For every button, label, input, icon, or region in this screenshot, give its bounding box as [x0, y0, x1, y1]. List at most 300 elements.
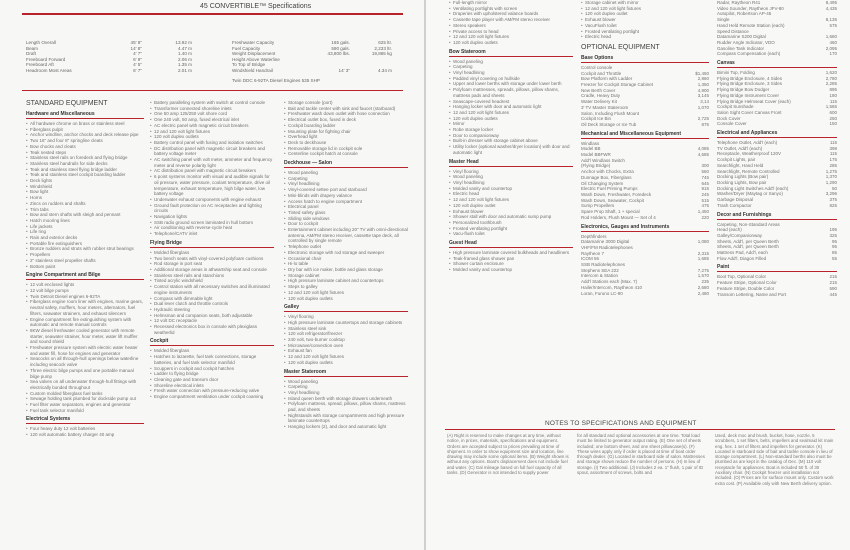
list-item: • High pressure laminate countertops and storage cabinets	[284, 320, 408, 326]
list-item: • Steps to galley	[284, 284, 408, 290]
guest-head-continued-list	[581, 0, 709, 40]
option-price: 475	[701, 203, 709, 209]
list-item: • Battery paralleling system with switch at control console	[150, 100, 274, 106]
option-item: Salon, Including Flush Mount	[581, 110, 640, 116]
spec-value: 590 gals.	[331, 45, 350, 51]
list-item: • Engine compartment ventilation under cockpit coaming	[150, 394, 274, 400]
list-item: • 12 volt enclosed lights	[26, 282, 144, 288]
list-item: • Cockpit boarding ladder	[284, 123, 408, 129]
option-price: 55	[831, 255, 837, 261]
option-price: 180	[829, 92, 837, 98]
list-item: • 8KW diesel freshwater cooled generator with remote starter, seawater strainer, hour meter, water lift muffler and sound shield	[26, 328, 144, 345]
option-price: 590	[829, 285, 837, 291]
option-price: 1,450	[697, 209, 709, 215]
spec-label: Windshield Handrail	[232, 67, 273, 73]
list-item: • Vinyl headlining	[284, 390, 408, 396]
list-item: • Microwave/convection oven	[284, 343, 408, 349]
list-item: • Access hatch to engine compartment	[284, 199, 408, 205]
spec-value: 2.06 m	[177, 56, 192, 62]
list-item: • Hatches to lazarette, fuel tank connections, storage batteries, and fuel tank selector manifold	[150, 354, 274, 365]
list-item: • Underwater exhaust components with engine exhaust	[150, 197, 274, 203]
list-item: • Fiberglass pulpit	[26, 127, 144, 133]
list-item: • Teak and stainless steel cockpit boarding ladder	[26, 172, 144, 178]
spec-row	[26, 68, 192, 74]
list-item: • Island queen berth with storage drawers underneath	[284, 396, 408, 402]
list-item: • Frosted ventilating portlight	[581, 29, 709, 35]
list-item: • Windshield	[26, 184, 144, 190]
list-item: • Molded vanity and countertop	[449, 267, 573, 273]
spec-table-capacities	[232, 40, 392, 74]
option-price: 875	[701, 121, 709, 127]
list-item: • Anchor windline, anchor chocks and deck release pipe	[26, 132, 144, 138]
option-price: 85	[831, 250, 837, 256]
list-item: • Carpeting	[284, 176, 408, 182]
option-item: Spare Prop Shaft, 1 + special	[581, 209, 640, 215]
list-item: • Four heavy duty 12 volt batteries	[26, 426, 144, 432]
option-item: Searchlight, Hand Held	[717, 162, 764, 168]
spec-value: 2,233 ltr.	[374, 45, 392, 51]
option-item: Sheets, Add'l, per Queen Berth	[717, 238, 779, 244]
list-item: • Ladder to flying bridge	[150, 371, 274, 377]
list-item: • 120 volt duplex outlets	[150, 134, 274, 140]
option-item: Hand Held Remote Station (each)	[717, 22, 785, 28]
list-item: • 120 volt duplex outlets	[449, 116, 573, 122]
option-item: Flying Bridge Enclosure, 3 Sides	[717, 81, 783, 87]
option-item: Mattress Pad, Add'l, each	[717, 250, 768, 256]
option-price: 2,860	[697, 76, 709, 82]
list-item: • 12 and 120 volt light fixtures	[581, 6, 709, 12]
option-item: Cockpit Lights, pair	[717, 157, 756, 163]
option-item: Cockpit Ice Bin	[581, 116, 612, 122]
option-item: TV Outlet, Add'l (each)	[717, 145, 763, 151]
list-item: • Deck to deckhouse	[284, 140, 408, 146]
option-price: 175	[829, 157, 837, 163]
list-item: • Upper and lower berths with storage under lower berth	[449, 81, 573, 87]
spec-value: 6' 7"	[133, 67, 142, 73]
electronics-heading: Electronics, Gauges and Instruments	[581, 224, 709, 232]
spec-value: 14' 3"	[338, 67, 350, 73]
option-item: Oil Changing System	[581, 180, 624, 186]
option-item: VHF/FM Radiotelephones	[581, 244, 633, 250]
option-price: 1,080	[697, 239, 709, 245]
option-item: Transom Lettering, Name and Port	[717, 291, 787, 297]
spec-value: 2.01 m	[177, 67, 192, 73]
option-item: Electric Fuel Priming Pumps	[581, 186, 638, 192]
option-price: 445	[829, 291, 837, 297]
list-item: • Three electric bilge pumps and one portable manual bilge pump	[26, 368, 144, 379]
list-item: • Robe storage locker	[449, 127, 573, 133]
option-price: 4,685	[697, 152, 709, 158]
spec-value: 1.35 m	[177, 62, 192, 68]
list-item: • Additional storage areas in athwartship seat and console	[150, 267, 274, 273]
left-column-2	[150, 100, 274, 400]
option-item: Head (each)	[717, 227, 742, 233]
option-price: 8,495	[825, 0, 837, 5]
option-item: Hailer/Intercom, Raytheon 410	[581, 284, 643, 290]
list-item: • Bronze rudders and struts with rubber strut bearings	[26, 246, 144, 252]
list-item: • Seascape-covered headrest	[449, 99, 573, 105]
list-item: • 12 and 120 volt light fixtures	[449, 34, 573, 40]
list-item: • Mini-blinds with drapery valance	[284, 193, 408, 199]
left-column-3	[284, 100, 408, 430]
canvas-table	[717, 70, 837, 127]
option-item: Oil Deck Storage or Ice Tub	[581, 121, 637, 127]
option-price: 215	[829, 280, 837, 286]
option-item: Carpeting, Non-Standard Areas	[717, 221, 780, 227]
list-item: • SSB radio ground screen laminated in hull bottom	[150, 220, 274, 226]
option-item: Autopilot, Robertson AP-45	[717, 11, 772, 17]
option-item: Model BBFWR	[581, 152, 611, 158]
list-item: • Life jackets	[26, 224, 144, 230]
option-item: Bow Platform with Ladder	[581, 76, 633, 82]
option-price: 2,095	[825, 45, 837, 51]
spec-value: 6' 9"	[133, 56, 142, 62]
spec-title: 45 CONVERTIBLE™ Specifications	[200, 3, 312, 10]
list-item: • Twin Detroit Diesel engines 6-92TA	[26, 294, 144, 300]
list-item: • Molded fiberglass	[150, 348, 274, 354]
list-item: • Mirror	[449, 121, 573, 127]
list-item: • Control station with all necessary switches and illuminated engine instruments	[150, 284, 274, 295]
spec-value: 625 ltr.	[378, 40, 392, 45]
option-price: 4,435	[825, 5, 837, 11]
mechanical-heading: Mechanical and Miscellaneous Equipment	[581, 131, 709, 139]
option-price: 3,145	[697, 93, 709, 99]
option-item: Galley/Companionway	[717, 232, 763, 238]
list-item: • Entertainment cabinet including 20" TV with omni-directional antenna, AM/FM stereo receiver, cassette tape deck, all controlled by single remote	[284, 227, 408, 244]
list-item: • Seacocks on all through-hull openings below waterline including seacock valve	[26, 356, 144, 367]
list-item: • Personalized toothbrush	[449, 220, 573, 226]
option-item: Model BB	[581, 146, 601, 152]
option-price: 250	[829, 115, 837, 121]
option-price: 195	[829, 227, 837, 233]
list-item: • AC distribution panel with magnetic circuit breakers	[150, 168, 274, 174]
electrical-heading: Electrical Systems	[26, 416, 144, 424]
electrical-appliances-heading: Electrical and Appliances	[717, 130, 837, 138]
option-price: 285	[829, 162, 837, 168]
right-column-1	[449, 0, 573, 273]
list-item: • Electric head	[449, 191, 573, 197]
list-item: • Telephone/CATV inlet	[150, 231, 274, 237]
list-item: • Frosted ventilating portlight	[449, 226, 573, 232]
electrical-list	[26, 426, 144, 437]
table-row	[717, 256, 837, 262]
list-item: • Rain and exterior decks	[26, 235, 144, 241]
option-price: 8,135	[825, 17, 837, 23]
list-item: • Stainless steel sink	[284, 326, 408, 332]
option-price: 1,290	[825, 179, 837, 185]
list-item: • AC switching panel with volt meter, ammeter and frequency meter and reverse polarity light	[150, 157, 274, 168]
list-item: • Door to cockpit	[284, 221, 408, 227]
master-stateroom-continued-list	[449, 0, 573, 46]
list-item: • Two bench seats with vinyl-covered polyfoam cushions	[150, 256, 274, 262]
list-item: • Stereo speakers	[449, 23, 573, 29]
galley-heading: Galley	[284, 304, 408, 312]
option-item: Control console	[581, 64, 613, 70]
option-item: Add'l Stations each (Max. 7)	[581, 279, 638, 285]
list-item: • Polyfoam mattresses, spreads, pillows, pillow shams, mattress pads and sheets	[449, 87, 573, 98]
list-item: • 12 and 120 volt light fixtures	[284, 354, 408, 360]
list-item: • Molded vanity and countertop	[449, 186, 573, 192]
spec-row	[232, 68, 392, 74]
option-price: 115	[829, 151, 837, 157]
list-item: • Fuel tank selector manifold	[26, 408, 144, 414]
option-price: 915	[701, 186, 709, 192]
notes-heading: NOTES TO SPECIFICATIONS AND EQUIPMENT	[545, 420, 697, 427]
paint-heading: Paint	[717, 264, 837, 272]
list-item: • Hydraulic steering	[150, 307, 274, 313]
list-item: • Portable fire extinguishers	[26, 241, 144, 247]
list-item: • 120 volt duplex outlets	[449, 40, 573, 46]
list-item: • Vinyl headlining	[284, 181, 408, 187]
list-item: • Electric head	[581, 34, 709, 40]
option-price: 7,275	[697, 267, 709, 273]
list-item: • One 240 volt, 50 amp, fused electrical inlet	[150, 117, 274, 123]
list-item: • Recessed electronics box in console with plexiglass weatherlid	[150, 324, 274, 335]
spec-value: 19,865 kg	[371, 51, 392, 57]
list-item: • Dual lever clutch and throttle controls	[150, 301, 274, 307]
spec-value: 45' 8"	[130, 40, 142, 45]
table-row	[581, 291, 709, 297]
option-price: 2,315	[697, 250, 709, 256]
option-price: 1,660	[825, 34, 837, 40]
list-item: • Electrical outlet box, fused in deck	[284, 117, 408, 123]
option-item: Cradle, Heavy Duty	[581, 93, 621, 99]
decor-table	[717, 222, 837, 262]
spine-gutter	[424, 0, 426, 550]
option-price: 375	[829, 197, 837, 203]
deckhouse-list	[284, 170, 408, 301]
option-item: Washer/Dryer (Maytag or Sanyo)	[717, 191, 783, 197]
list-item: • 120 volt duplex outlet	[449, 203, 573, 209]
table-row	[581, 122, 709, 128]
paint-table	[717, 274, 837, 297]
option-item: Boot Top, Optional Color	[717, 274, 766, 280]
flying-bridge-list	[150, 250, 274, 336]
list-item: • Wood paneling	[284, 379, 408, 385]
mechanical-table	[581, 141, 709, 221]
list-item: • Rod storage in port seat	[150, 261, 274, 267]
option-item: Flying Bridge Instrument Cover	[717, 92, 780, 98]
standard-equipment-heading: STANDARD EQUIPMENT	[26, 100, 108, 107]
list-item: • Fresh water connection with pressure-reducing valve	[150, 388, 274, 394]
right-column-3	[717, 0, 837, 297]
list-item: • 120 volt automatic battery charger 40 amp	[26, 432, 144, 438]
list-item: • Overhead light	[284, 134, 408, 140]
option-price: 1,370	[825, 174, 837, 180]
option-price: 3,296	[825, 191, 837, 197]
list-item: • Exhaust fan	[284, 348, 408, 354]
option-price: 560	[701, 169, 709, 175]
bow-stateroom-heading: Bow Stateroom	[449, 49, 573, 57]
table-row	[717, 203, 837, 209]
list-item: • AC electric panel with magnetic circuit breakers	[150, 123, 274, 129]
option-item: Sump Propellers	[581, 203, 615, 209]
engine-list	[26, 282, 144, 413]
spec-value: 4.34 m	[377, 67, 392, 73]
list-item: • Navigation lights	[150, 214, 274, 220]
option-item: Feature Stripe, Double Color	[717, 285, 775, 291]
option-price: 1,275	[825, 168, 837, 174]
list-item: • Hanging locker with door and automatic light	[449, 104, 573, 110]
list-item: • Air conditioning with reverse-cycle heat	[150, 225, 274, 231]
option-price: 1,350	[697, 82, 709, 88]
list-item: • Draperies with upholstered valance boards	[449, 11, 573, 17]
list-item: • Storage console (port)	[284, 100, 408, 106]
list-item: • Cassette tape player with AM/FM stereo receiver	[449, 17, 573, 23]
list-item: • 12 and 120 volt light fixtures	[284, 290, 408, 296]
option-price: 2,285	[825, 81, 837, 87]
option-price: 1,070	[697, 104, 709, 110]
option-price: 170	[829, 51, 837, 57]
list-item: • Hatch mooring lines	[26, 218, 144, 224]
list-item: • Occasional chair	[284, 256, 408, 262]
spec-value: 43,800 lbs.	[327, 51, 350, 57]
option-price: 150	[829, 121, 837, 127]
option-item: Speed Distance	[717, 28, 749, 34]
list-item: • Custom molded fiberglass fuel tanks	[26, 391, 144, 397]
electronics-continued-table	[717, 0, 837, 57]
list-item: • Vinyl flooring	[449, 169, 573, 175]
option-item: Receptacle, Weatherproof 120V	[717, 151, 781, 157]
decor-heading: Decor and Furnishings	[717, 212, 837, 220]
option-item: Water Delivery Kit	[581, 99, 617, 105]
list-item: • Dry bar with ice maker, bottle and glass storage	[284, 267, 408, 273]
spec-value: 4.47 m	[177, 45, 192, 51]
list-item: • Storage cabinet	[284, 273, 408, 279]
option-item: Sheets, Add'l, per Queen Berth	[717, 244, 779, 250]
list-item: • Bow chocks and cleats	[26, 144, 144, 150]
list-item: • Two 16" and four 8" springline cleats	[26, 138, 144, 144]
option-price: 325	[829, 232, 837, 238]
list-item: • Freshwater wash down outlet with hose connection	[284, 111, 408, 117]
list-item: • Fuel filter water separators, engines and generator	[26, 402, 144, 408]
cockpit-list	[150, 348, 274, 399]
list-item: • All hardware chrome on brass or stainless steel	[26, 121, 144, 127]
engine-heading: Engine Compartment and Bilge	[26, 272, 144, 280]
list-item: • Teak nested steps	[26, 150, 144, 156]
right-column-2	[581, 0, 709, 296]
cockpit-heading: Cockpit	[150, 338, 274, 346]
guest-head-heading: Guest Head	[449, 240, 573, 248]
option-item: ICOM 56	[581, 256, 600, 262]
list-item: • 120 volt duplex outlet	[581, 11, 709, 17]
option-price: 3,14	[700, 99, 709, 105]
option-item: Flow Add'l, Diagon Filled	[717, 255, 767, 261]
list-item: • Removable storage lid in cockpit sole	[284, 146, 408, 152]
option-item: Bimini Top, Folding	[717, 70, 755, 76]
list-item: • 120 volt refrigerator/freezer	[284, 331, 408, 337]
base-options-table	[581, 65, 709, 128]
master-head-list	[449, 169, 573, 237]
spec-top-rule	[22, 13, 403, 15]
list-item: • 2" stainless steel propeller shafts	[26, 258, 144, 264]
option-price: 825	[829, 202, 837, 208]
list-item: • Molded fiberglass	[150, 250, 274, 256]
list-item: • Shoreline electrical inlets	[150, 383, 274, 389]
option-price: 115	[829, 98, 837, 104]
hardware-heading: Hardware and Miscellaneous	[26, 111, 144, 119]
option-price: 1,685	[697, 256, 709, 262]
table-row	[717, 51, 837, 57]
option-item: Console Cover	[717, 121, 747, 127]
list-item: • 12 and 120 volt light fixtures	[150, 129, 274, 135]
list-item: • Door to companionway	[449, 133, 573, 139]
electronics-table	[581, 234, 709, 297]
option-price: 575	[829, 22, 837, 28]
list-item: • Horns	[26, 195, 144, 201]
list-item: • Teak and stainless steel flying bridge ladder	[26, 167, 144, 173]
spec-value: 13.92 m	[175, 40, 192, 45]
list-item: • 120 volt duplex outlets	[284, 296, 408, 302]
spec-value: 4' 5"	[133, 62, 142, 68]
option-price: 645	[701, 180, 709, 186]
spec-label: Fuel Capacity	[232, 45, 261, 51]
list-item: • Fiberglass engine room liner with engines, marine gears, neutral safety, mufflers, hour meters, alternators, fuel filters, seawater strainers, and exhaust silencers	[26, 299, 144, 316]
option-price: 460	[829, 39, 837, 45]
list-item: • Engine compartment fire extinguishing system with automatic and remote manual controls	[26, 317, 144, 328]
table-row	[581, 215, 709, 221]
cockpit-continued-list	[284, 100, 408, 157]
option-price: 235	[701, 279, 709, 285]
list-item: • Sewage holding tank plumbed for dockside pump out	[26, 396, 144, 402]
list-item: • 12 and 120 volt light fixtures	[449, 110, 573, 116]
notes-column-2: for all standard and optional accessories at one time. Total load must be limited to generator output rating. (E) One set of sheets included; one bottom sheet, and one sheet pillowcase(s). (F) These wires apply only if order is placed at time of boat order through dealer. (G) Located in starboard side of salon. Mattresses and storage shown reduce the number of persons. (H) In lieu of storage. (I) Two additional. (J) Includes 2 ea. 1" flush, 1 pair of ID spout, assortment of screws, bolts and	[577, 433, 705, 476]
option-price: 515	[701, 197, 709, 203]
option-item: Rudder Angle Indicator, VDO	[717, 39, 775, 45]
list-item: • Sliding side windows	[284, 216, 408, 222]
list-item: • Tinted safety glass	[284, 210, 408, 216]
bow-stateroom-list	[449, 59, 573, 156]
option-item: Searchlight, Remote Controlled	[717, 168, 780, 174]
option-item: Docking Lights (Bow pair)	[717, 174, 769, 180]
option-item: Salon Sight Cover Canvas Front	[717, 109, 782, 115]
spec-value: 14' 8"	[130, 45, 142, 51]
list-item: • Tinted acrylic windshield	[150, 278, 274, 284]
list-item: • Bow light	[26, 189, 144, 195]
list-item: • Electronic storage with rod storage and sweeper	[284, 250, 408, 256]
option-item: Flying Bridge Helmseat Cover (each)	[717, 98, 791, 104]
option-price: 745	[701, 174, 709, 180]
option-price: 1,570	[697, 273, 709, 279]
deckhouse-heading: Deckhouse — Salon	[284, 160, 408, 168]
list-item: • Helmsman and companion seats, both adjustable	[150, 313, 274, 319]
option-item: Gasoline Tank Indicator	[717, 45, 764, 51]
engine-line: Twin DDC 6-92TA Diesel Engines 535 SHP	[232, 78, 321, 83]
spec-value: 4' 7"	[133, 51, 142, 57]
option-price: 215	[829, 274, 837, 280]
option-price: 1,565	[825, 104, 837, 110]
list-item: • One 50 amp 125/250 volt shore cord	[150, 111, 274, 117]
spec-label: Beam	[26, 45, 39, 51]
option-price: 4,900	[697, 87, 709, 93]
flying-bridge-heading: Flying Bridge	[150, 240, 274, 248]
guest-head-list	[449, 250, 573, 273]
list-item: • Transformer connected shoreline inlets	[150, 106, 274, 112]
option-price: 600	[829, 109, 837, 115]
list-item: • VacuFlush toilet	[581, 23, 709, 29]
base-options-heading: Base Options	[581, 55, 709, 63]
electrical-appliances-table	[717, 140, 837, 208]
master-head-heading: Master Head	[449, 159, 573, 167]
option-price: 95	[831, 238, 837, 244]
list-item: • Padded vinyl covering on hullside	[449, 76, 573, 82]
list-item: • Storage cabinet with mirror	[581, 0, 709, 6]
hardware-list	[26, 121, 144, 269]
option-price: 2,680	[697, 284, 709, 290]
option-item: Cockpit and Throttle	[581, 70, 622, 76]
list-item: • Full-length mirror	[449, 0, 573, 6]
list-item: • Teak-framed glass shower pan	[449, 256, 573, 262]
